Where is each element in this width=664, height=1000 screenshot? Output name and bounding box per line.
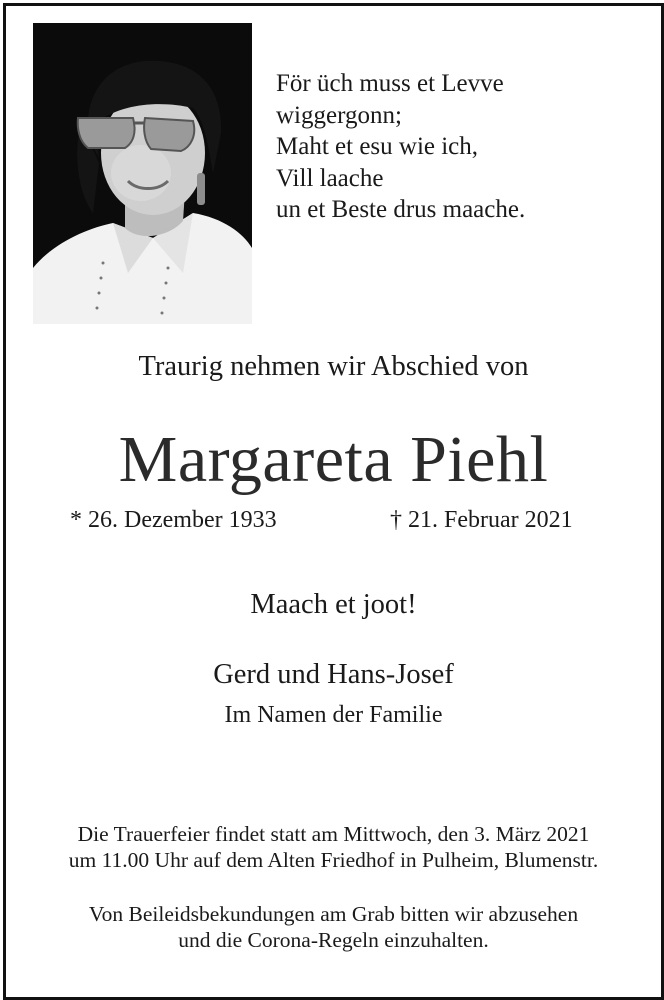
death-date: † 21. Februar 2021	[390, 507, 573, 533]
signer-names: Gerd und Hans-Josef	[213, 659, 454, 690]
poem-line: För üch muss et Levve	[276, 70, 504, 97]
poem-line: Vill laache	[276, 164, 384, 192]
obituary-frame	[3, 3, 664, 1000]
poem-line: un et Beste drus maache.	[276, 196, 526, 223]
poem	[276, 68, 646, 226]
notice-line: um 11.00 Uhr auf dem Alten Friedhof in Pulheim, Blumenstr.	[68, 848, 599, 872]
birth-date: * 26. Dezember 1933	[70, 507, 277, 533]
farewell-phrase: Maach et joot!	[250, 589, 417, 620]
portrait-photo	[33, 23, 252, 324]
request-line: Von Beileidsbekundungen am Grab bitten wir abzusehen	[88, 902, 579, 926]
poem-line: wiggergonn;	[276, 101, 402, 129]
poem-line: Maht et esu wie ich,	[276, 133, 479, 160]
family-line: Im Namen der Familie	[224, 702, 443, 728]
intro-text: Traurig nehmen wir Abschied von	[138, 351, 529, 382]
request-line: und die Corona-Regeln einzuhalten.	[178, 928, 489, 952]
notice-line: Die Trauerfeier findet statt am Mittwoch, den 3. März 2021	[77, 822, 590, 846]
condolence-request	[6, 901, 661, 953]
deceased-name: Margareta Piehl	[118, 423, 549, 496]
funeral-notice	[6, 821, 661, 873]
